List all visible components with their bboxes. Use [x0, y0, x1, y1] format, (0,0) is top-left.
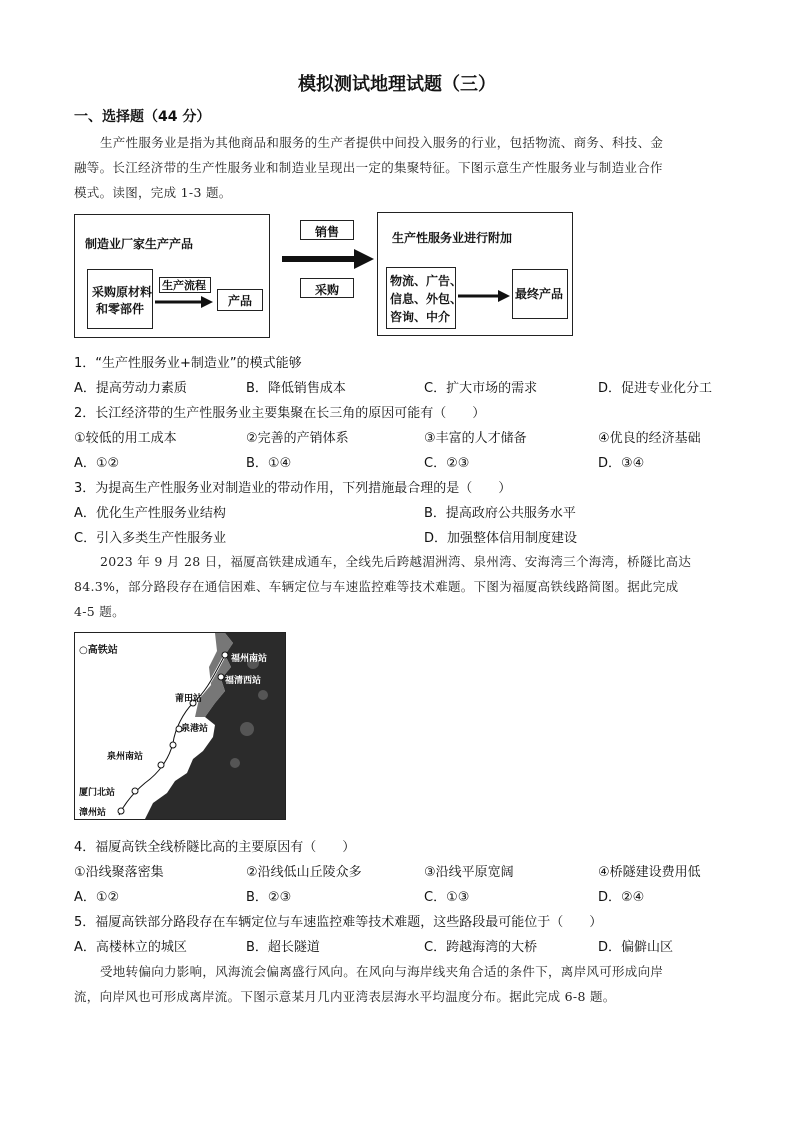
- services-line-2: 信息、外包、: [390, 292, 463, 306]
- station-label: 厦门北站: [79, 788, 116, 798]
- station-label: 福清西站: [225, 676, 262, 686]
- q3-option-a[interactable]: A．优化生产性服务业结构: [74, 506, 226, 521]
- product-box: [217, 289, 263, 311]
- station-label: 泉州站: [177, 742, 205, 752]
- q4-item-1: ①沿线聚落密集: [74, 865, 164, 880]
- section-heading: 一、选择题（44 分）: [74, 109, 211, 125]
- q5-option-b[interactable]: B．超长隧道: [246, 940, 320, 955]
- q3-option-c[interactable]: C．引入多类生产性服务业: [74, 531, 227, 546]
- q2-option-a[interactable]: A．①②: [74, 456, 120, 471]
- service-box: [377, 212, 573, 336]
- q1-option-c[interactable]: C．扩大市场的需求: [424, 381, 538, 396]
- cooperation-diagram: [72, 210, 577, 340]
- q4-item-3: ③沿线平原宽阔: [424, 865, 514, 880]
- q4-item-2: ②沿线低山丘陵众多: [246, 865, 362, 880]
- intro1-line1: 生产性服务业是指为其他商品和服务的生产者提供中间投入服务的行业，包括物流、商务、科技、金: [100, 135, 664, 150]
- q2-item-2: ②完善的产销体系: [246, 431, 349, 446]
- q5-option-d[interactable]: D．偏僻山区: [598, 940, 674, 955]
- process-label: 生产流程: [162, 279, 206, 292]
- q2-option-c[interactable]: C．②③: [424, 456, 470, 471]
- q3-stem: 3．为提高生产性服务业对制造业的带动作用，下列措施最合理的是（ ）: [74, 481, 512, 496]
- sell-label: 销售: [315, 225, 340, 239]
- q1-option-a[interactable]: A．提高劳动力素质: [74, 381, 187, 396]
- q2-item-3: ③丰富的人才储备: [424, 431, 527, 446]
- q5-option-c[interactable]: C．跨越海湾的大桥: [424, 940, 538, 955]
- intro1-line2: 融等。长江经济带的生产性服务业和制造业呈现出一定的集聚特征。下图示意生产性服务业与制造业合作: [74, 160, 663, 175]
- map-legend: [79, 641, 118, 656]
- sell-box: [300, 220, 354, 240]
- product-label: 产品: [228, 294, 253, 308]
- services-line-1: 物流、广告、: [390, 274, 463, 288]
- manufacturer-title: 制造业厂家生产产品: [85, 237, 194, 251]
- station-label: 漳州站: [79, 808, 107, 818]
- service-arrow-icon: [456, 289, 512, 303]
- process-arrow-icon: [153, 295, 215, 309]
- intro2-line1: 2023 年 9 月 28 日，福厦高铁建成通车，全线先后跨越湄洲湾、泉州湾、安海湾三个海湾，桥隧比高达: [100, 554, 692, 569]
- raw-material-label-1: 采购原材料: [92, 285, 153, 299]
- station-label: 泉港站: [181, 724, 209, 734]
- station-legend-icon: ○: [79, 645, 88, 656]
- page-title: 模拟测试地理试题（三）: [298, 74, 496, 95]
- q4-item-4: ④桥隧建设费用低: [598, 865, 701, 880]
- intro2-line2: 84.3%，部分路段存在通信困难、车辆定位与车速监控难等技术难题。下图为福厦高铁线路简图。据此完成: [74, 579, 679, 594]
- q3-option-d[interactable]: D．加强整体信用制度建设: [424, 531, 578, 546]
- station-label: 泉州南站: [107, 752, 144, 762]
- buy-box: [300, 278, 354, 298]
- intro1-line3: 模式。读图，完成 1-3 题。: [74, 185, 232, 200]
- manufacturer-box: [74, 214, 270, 338]
- final-product-box: [512, 269, 568, 319]
- intro3-line2: 流，向岸风也可形成离岸流。下图示意某月几内亚湾表层海水平均温度分布。据此完成 6-8 题。: [74, 989, 616, 1004]
- big-arrow-icon: [280, 248, 376, 270]
- raw-material-label-2: 和零部件: [96, 302, 145, 316]
- q4-option-a[interactable]: A．①②: [74, 890, 120, 905]
- intro3-line1: 受地转偏向力影响，风海流会偏离盛行风向。在风向与海岸线夹角合适的条件下，离岸风可形成向岸: [100, 964, 664, 979]
- railway-map: [74, 632, 286, 820]
- q1-option-b[interactable]: B．降低销售成本: [246, 381, 346, 396]
- final-product-label: 最终产品: [515, 287, 564, 301]
- q2-item-1: ①较低的用工成本: [74, 431, 177, 446]
- services-list-box: [386, 267, 463, 329]
- q4-option-c[interactable]: C．①③: [424, 890, 470, 905]
- q2-stem: 2．长江经济带的生产性服务业主要集聚在长三角的原因可能有（ ）: [74, 406, 486, 421]
- process-box: [159, 277, 211, 293]
- q4-option-b[interactable]: B．②③: [246, 890, 292, 905]
- station-label: 福州南站: [231, 654, 268, 664]
- services-line-3: 咨询、中介: [390, 310, 451, 324]
- map-legend-label: 高铁站: [87, 645, 118, 656]
- raw-material-box: [87, 269, 153, 329]
- station-label: 莆田站: [175, 694, 203, 704]
- buy-label: 采购: [315, 283, 340, 297]
- intro2-line3: 4-5 题。: [74, 604, 125, 619]
- q4-stem: 4．福厦高铁全线桥隧比高的主要原因有（ ）: [74, 840, 356, 855]
- q2-option-d[interactable]: D．③④: [598, 456, 645, 471]
- q1-stem: 1．“生产性服务业+制造业”的模式能够: [74, 356, 302, 371]
- q2-item-4: ④优良的经济基础: [598, 431, 701, 446]
- q1-option-d[interactable]: D．促进专业化分工: [598, 381, 713, 396]
- q5-option-a[interactable]: A．高楼林立的城区: [74, 940, 187, 955]
- q4-option-d[interactable]: D．②④: [598, 890, 645, 905]
- q2-option-b[interactable]: B．①④: [246, 456, 292, 471]
- service-title: 生产性服务业进行附加: [392, 231, 513, 245]
- q3-option-b[interactable]: B．提高政府公共服务水平: [424, 506, 576, 521]
- q5-stem: 5．福厦高铁部分路段存在车辆定位与车速监控难等技术难题，这些路段最可能位于（ ）: [74, 915, 603, 930]
